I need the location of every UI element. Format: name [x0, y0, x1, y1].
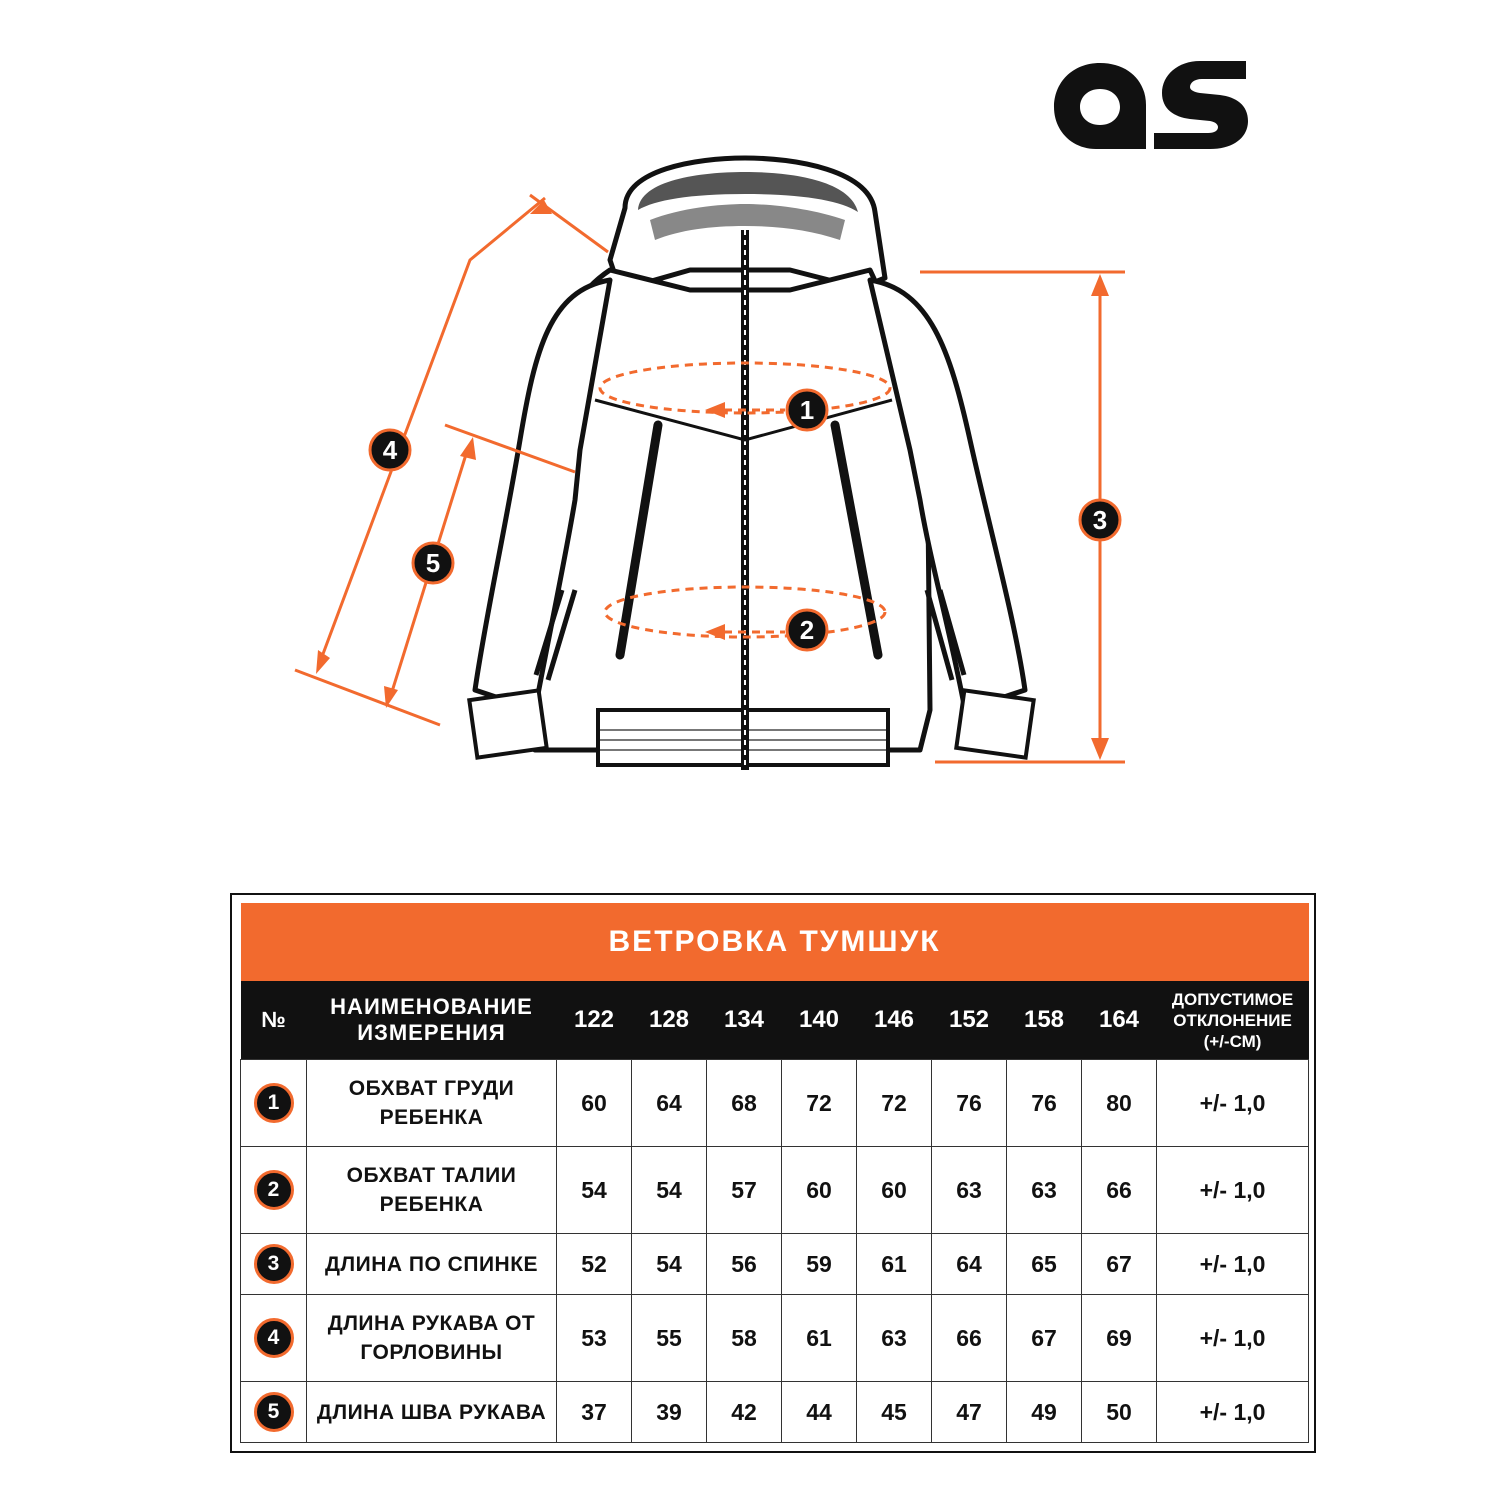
- measurement-value: 50: [1082, 1382, 1157, 1443]
- measurement-value: 54: [632, 1234, 707, 1295]
- measurement-value: 55: [632, 1295, 707, 1382]
- row-number-cell: [241, 1382, 307, 1443]
- header-measurement-name: НАИМЕНОВАНИЕ ИЗМЕРЕНИЯ: [307, 981, 557, 1060]
- tolerance-value: +/- 1,0: [1157, 1295, 1309, 1382]
- header-size: 128: [632, 981, 707, 1060]
- row-number-badge: 3: [254, 1244, 294, 1284]
- measurement-value: 61: [782, 1295, 857, 1382]
- header-size: 158: [1007, 981, 1082, 1060]
- jacket-diagram: [280, 150, 1160, 790]
- size-table-frame: [230, 893, 1316, 1453]
- measurement-value: 53: [557, 1295, 632, 1382]
- measurement-value: 66: [1082, 1147, 1157, 1234]
- marker-5: [413, 543, 453, 583]
- size-table: [240, 903, 1309, 1443]
- tolerance-value: +/- 1,0: [1157, 1382, 1309, 1443]
- svg-text:5: 5: [425, 548, 441, 578]
- measurement-value: 67: [1007, 1295, 1082, 1382]
- table-row: [241, 1147, 1309, 1234]
- measurement-value: 69: [1082, 1295, 1157, 1382]
- measurement-value: 39: [632, 1382, 707, 1443]
- row-number-badge: 4: [254, 1318, 294, 1358]
- measurement-value: 44: [782, 1382, 857, 1443]
- measurement-value: 63: [932, 1147, 1007, 1234]
- measurement-value: 65: [1007, 1234, 1082, 1295]
- header-size: 140: [782, 981, 857, 1060]
- table-row: [241, 1295, 1309, 1382]
- measurement-value: 37: [557, 1382, 632, 1443]
- measurement-value: 63: [857, 1295, 932, 1382]
- measurement-value: 56: [707, 1234, 782, 1295]
- measurement-value: 76: [932, 1060, 1007, 1147]
- measurement-name: ДЛИНА ПО СПИНКЕ: [307, 1234, 557, 1295]
- measurement-value: 61: [857, 1234, 932, 1295]
- header-size: 134: [707, 981, 782, 1060]
- measurement-value: 54: [557, 1147, 632, 1234]
- measurement-value: 76: [1007, 1060, 1082, 1147]
- svg-text:4: 4: [382, 435, 398, 465]
- measurement-value: 42: [707, 1382, 782, 1443]
- measurement-value: 59: [782, 1234, 857, 1295]
- svg-text:3: 3: [1092, 505, 1108, 535]
- tolerance-value: +/- 1,0: [1157, 1234, 1309, 1295]
- marker-2: [787, 610, 827, 650]
- measurement-value: 52: [557, 1234, 632, 1295]
- measurement-value: 72: [857, 1060, 932, 1147]
- measurement-value: 64: [932, 1234, 1007, 1295]
- measurement-name: ДЛИНА РУКАВА ОТ ГОРЛОВИНЫ: [307, 1295, 557, 1382]
- measurement-value: 67: [1082, 1234, 1157, 1295]
- header-tolerance: ДОПУСТИМОЕ ОТКЛОНЕНИЕ (+/-СМ): [1157, 981, 1309, 1060]
- marker-1: [787, 390, 827, 430]
- header-size: 152: [932, 981, 1007, 1060]
- row-number-cell: [241, 1147, 307, 1234]
- measurement-value: 66: [932, 1295, 1007, 1382]
- brand-logo: [1050, 55, 1255, 155]
- row-number-cell: [241, 1234, 307, 1295]
- header-size: 164: [1082, 981, 1157, 1060]
- measurement-value: 63: [1007, 1147, 1082, 1234]
- measurement-value: 57: [707, 1147, 782, 1234]
- measurement-name: ОБХВАТ ГРУДИ РЕБЕНКА: [307, 1060, 557, 1147]
- table-row: [241, 1060, 1309, 1147]
- measurement-value: 68: [707, 1060, 782, 1147]
- row-number-badge: 5: [254, 1392, 294, 1432]
- marker-3: [1080, 500, 1120, 540]
- header-size: 122: [557, 981, 632, 1060]
- row-number-badge: 2: [254, 1170, 294, 1210]
- measurement-value: 60: [557, 1060, 632, 1147]
- measurement-name: ОБХВАТ ТАЛИИ РЕБЕНКА: [307, 1147, 557, 1234]
- measurement-value: 54: [632, 1147, 707, 1234]
- tolerance-value: +/- 1,0: [1157, 1147, 1309, 1234]
- table-row: [241, 1382, 1309, 1443]
- table-header-row: [241, 981, 1309, 1060]
- measurement-value: 60: [857, 1147, 932, 1234]
- measurement-value: 80: [1082, 1060, 1157, 1147]
- measurement-value: 49: [1007, 1382, 1082, 1443]
- table-title: ВЕТРОВКА ТУМШУК: [241, 903, 1309, 981]
- measurement-value: 45: [857, 1382, 932, 1443]
- header-number: №: [241, 981, 307, 1060]
- measurement-name: ДЛИНА ШВА РУКАВА: [307, 1382, 557, 1443]
- row-number-cell: [241, 1295, 307, 1382]
- header-size: 146: [857, 981, 932, 1060]
- row-number-badge: 1: [254, 1083, 294, 1123]
- measurement-value: 58: [707, 1295, 782, 1382]
- measurement-value: 60: [782, 1147, 857, 1234]
- marker-4: [370, 430, 410, 470]
- measurement-value: 64: [632, 1060, 707, 1147]
- table-row: [241, 1234, 1309, 1295]
- tolerance-value: +/- 1,0: [1157, 1060, 1309, 1147]
- measurement-value: 47: [932, 1382, 1007, 1443]
- measurement-value: 72: [782, 1060, 857, 1147]
- svg-text:1: 1: [799, 395, 815, 425]
- svg-text:2: 2: [799, 615, 815, 645]
- row-number-cell: [241, 1060, 307, 1147]
- jacket-outline: [475, 158, 1025, 750]
